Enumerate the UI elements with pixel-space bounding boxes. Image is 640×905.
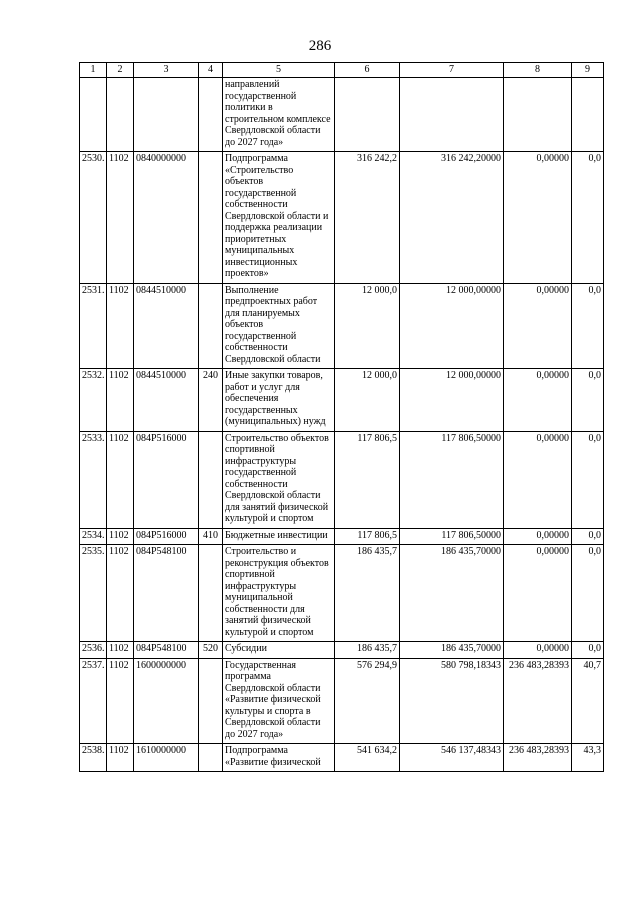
amount-refined-cell: 546 137,48343 xyxy=(400,744,504,772)
amount-plan-cell xyxy=(335,78,400,152)
expense-type-cell: 410 xyxy=(199,528,223,545)
column-header: 1 xyxy=(80,63,107,78)
item-name-cell: Выполнение предпроектных работ для планируемых объектов государственной собственности Свердловской области xyxy=(223,283,335,369)
row-number-cell: 2536. xyxy=(80,642,107,659)
table-row xyxy=(80,152,604,284)
percent-cell: 40,7 xyxy=(572,658,604,744)
table-row xyxy=(80,431,604,528)
section-code-cell: 1102 xyxy=(107,642,134,659)
row-number-cell: 2531. xyxy=(80,283,107,369)
section-code-cell: 1102 xyxy=(107,528,134,545)
item-name-cell: Субсидии xyxy=(223,642,335,659)
item-name-cell: Государственная программа Свердловской области «Развитие физической культуры и спорта в Свердловской области до 2027 года» xyxy=(223,658,335,744)
amount-plan-cell: 117 806,5 xyxy=(335,528,400,545)
expense-type-cell xyxy=(199,545,223,642)
section-code-cell xyxy=(107,78,134,152)
amount-executed-cell: 0,00000 xyxy=(504,283,572,369)
row-number-cell: 2537. xyxy=(80,658,107,744)
table-row xyxy=(80,78,604,152)
expense-type-cell xyxy=(199,283,223,369)
amount-executed-cell: 0,00000 xyxy=(504,528,572,545)
section-code-cell: 1102 xyxy=(107,152,134,284)
percent-cell: 0,0 xyxy=(572,369,604,432)
amount-executed-cell: 0,00000 xyxy=(504,642,572,659)
item-name-cell: направлений государственной политики в строительном комплексе Свердловской области до 2027 года» xyxy=(223,78,335,152)
section-code-cell: 1102 xyxy=(107,744,134,772)
section-code-cell: 1102 xyxy=(107,658,134,744)
amount-plan-cell: 12 000,0 xyxy=(335,283,400,369)
column-header: 5 xyxy=(223,63,335,78)
percent-cell: 0,0 xyxy=(572,642,604,659)
column-header: 6 xyxy=(335,63,400,78)
amount-executed-cell: 236 483,28393 xyxy=(504,658,572,744)
percent-cell: 0,0 xyxy=(572,431,604,528)
amount-refined-cell: 316 242,20000 xyxy=(400,152,504,284)
row-number-cell: 2532. xyxy=(80,369,107,432)
expense-type-cell xyxy=(199,658,223,744)
row-number-cell: 2535. xyxy=(80,545,107,642)
section-code-cell: 1102 xyxy=(107,369,134,432)
target-article-cell: 084Р548100 xyxy=(134,642,199,659)
percent-cell: 0,0 xyxy=(572,283,604,369)
expense-type-cell: 240 xyxy=(199,369,223,432)
percent-cell xyxy=(572,78,604,152)
amount-plan-cell: 316 242,2 xyxy=(335,152,400,284)
row-number-cell xyxy=(80,78,107,152)
item-name-cell: Подпрограмма «Строительство объектов государственной собственности Свердловской области и поддержка реализации приоритетных муниципальных инвестиционных проектов» xyxy=(223,152,335,284)
column-header: 7 xyxy=(400,63,504,78)
budget-table xyxy=(79,62,604,772)
row-number-cell: 2530. xyxy=(80,152,107,284)
row-number-cell: 2533. xyxy=(80,431,107,528)
amount-plan-cell: 117 806,5 xyxy=(335,431,400,528)
item-name-cell: Строительство объектов спортивной инфраструктуры государственной собственности Свердловской области для занятий физической культурой и спортом xyxy=(223,431,335,528)
table-row xyxy=(80,283,604,369)
amount-plan-cell: 186 435,7 xyxy=(335,642,400,659)
amount-refined-cell: 12 000,00000 xyxy=(400,283,504,369)
expense-type-cell xyxy=(199,744,223,772)
row-number-cell: 2538. xyxy=(80,744,107,772)
column-header: 3 xyxy=(134,63,199,78)
target-article-cell: 0840000000 xyxy=(134,152,199,284)
percent-cell: 43,3 xyxy=(572,744,604,772)
amount-refined-cell: 186 435,70000 xyxy=(400,642,504,659)
table-row xyxy=(80,528,604,545)
amount-plan-cell: 12 000,0 xyxy=(335,369,400,432)
section-code-cell: 1102 xyxy=(107,431,134,528)
target-article-cell: 084Р516000 xyxy=(134,528,199,545)
target-article-cell: 1600000000 xyxy=(134,658,199,744)
amount-plan-cell: 541 634,2 xyxy=(335,744,400,772)
amount-executed-cell: 0,00000 xyxy=(504,369,572,432)
amount-plan-cell: 576 294,9 xyxy=(335,658,400,744)
amount-refined-cell xyxy=(400,78,504,152)
amount-executed-cell: 0,00000 xyxy=(504,545,572,642)
page-number: 286 xyxy=(308,38,332,54)
item-name-cell: Подпрограмма «Развитие физической xyxy=(223,744,335,772)
table-row xyxy=(80,744,604,772)
target-article-cell: 084Р516000 xyxy=(134,431,199,528)
expense-type-cell xyxy=(199,78,223,152)
column-header: 9 xyxy=(572,63,604,78)
header-row xyxy=(80,63,604,78)
amount-refined-cell: 117 806,50000 xyxy=(400,431,504,528)
table-row xyxy=(80,658,604,744)
item-name-cell: Бюджетные инвестиции xyxy=(223,528,335,545)
column-header: 2 xyxy=(107,63,134,78)
column-header: 8 xyxy=(504,63,572,78)
amount-refined-cell: 117 806,50000 xyxy=(400,528,504,545)
table-row xyxy=(80,369,604,432)
section-code-cell: 1102 xyxy=(107,283,134,369)
percent-cell: 0,0 xyxy=(572,528,604,545)
percent-cell: 0,0 xyxy=(572,545,604,642)
amount-executed-cell: 0,00000 xyxy=(504,431,572,528)
amount-refined-cell: 186 435,70000 xyxy=(400,545,504,642)
amount-refined-cell: 580 798,18343 xyxy=(400,658,504,744)
column-header: 4 xyxy=(199,63,223,78)
target-article-cell: 0844510000 xyxy=(134,283,199,369)
target-article-cell: 0844510000 xyxy=(134,369,199,432)
row-number-cell: 2534. xyxy=(80,528,107,545)
expense-type-cell: 520 xyxy=(199,642,223,659)
table-row xyxy=(80,642,604,659)
table-row xyxy=(80,545,604,642)
amount-executed-cell: 0,00000 xyxy=(504,152,572,284)
amount-plan-cell: 186 435,7 xyxy=(335,545,400,642)
expense-type-cell xyxy=(199,152,223,284)
item-name-cell: Иные закупки товаров, работ и услуг для обеспечения государственных (муниципальных) нужд xyxy=(223,369,335,432)
section-code-cell: 1102 xyxy=(107,545,134,642)
percent-cell: 0,0 xyxy=(572,152,604,284)
amount-refined-cell: 12 000,00000 xyxy=(400,369,504,432)
expense-type-cell xyxy=(199,431,223,528)
amount-executed-cell xyxy=(504,78,572,152)
item-name-cell: Строительство и реконструкция объектов спортивной инфраструктуры муниципальной собственности для занятий физической культурой и спортом xyxy=(223,545,335,642)
target-article-cell: 084Р548100 xyxy=(134,545,199,642)
target-article-cell xyxy=(134,78,199,152)
target-article-cell: 1610000000 xyxy=(134,744,199,772)
amount-executed-cell: 236 483,28393 xyxy=(504,744,572,772)
